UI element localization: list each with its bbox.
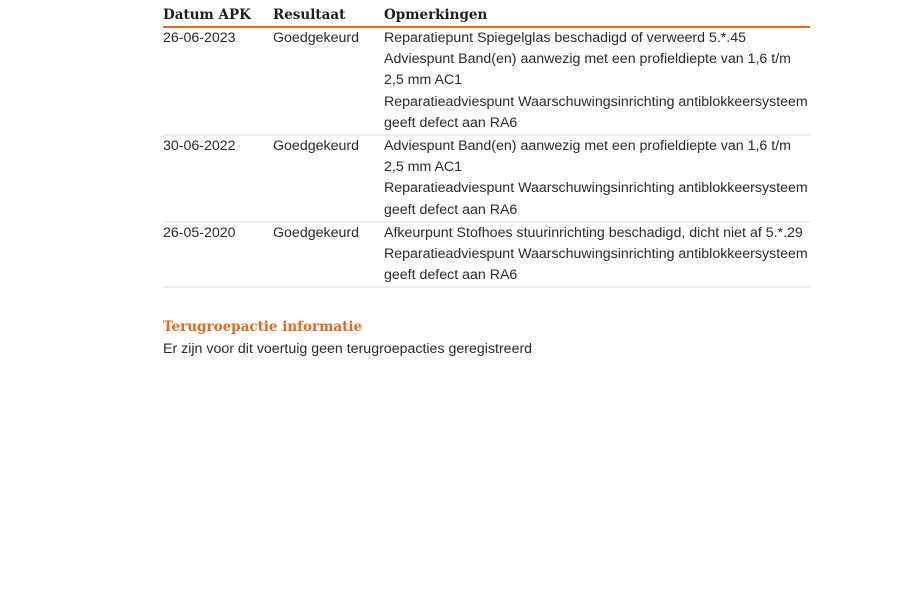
remark-line: geeft defect aan RA6 [384, 201, 518, 218]
remark-line: Reparatiepunt Spiegelglas beschadigd of verweerd 5.*.45 [384, 30, 747, 46]
cell-remarks [384, 27, 810, 135]
remark-line: Adviespunt Band(en) aanwezig met een profieldiepte van 1,6 t/m [384, 138, 791, 155]
cell-remarks [384, 222, 810, 288]
cell-result: Goedgekeurd [273, 222, 384, 288]
cell-date: 26-06-2023 [163, 27, 273, 135]
cell-result: Goedgekeurd [273, 135, 384, 222]
cell-date: 30-06-2022 [163, 135, 273, 222]
cut-off-section-title [163, 0, 363, 2]
table-row [163, 222, 810, 288]
cell-result: Goedgekeurd [273, 27, 384, 135]
remark-line: geeft defect aan RA6 [384, 114, 518, 131]
remark-line: Adviespunt Band(en) aanwezig met een profieldiepte van 1,6 t/m [384, 51, 791, 68]
table-row [163, 27, 810, 135]
table-header-row [163, 4, 810, 27]
table-body [163, 27, 810, 287]
recall-section-text: Er zijn voor dit voertuig geen terugroepacties geregistreerd [163, 341, 533, 357]
table-row [163, 135, 810, 222]
remark-line: Reparatieadviespunt Waarschuwingsinrichting antiblokkeersysteem [384, 180, 808, 197]
header-remarks: Opmerkingen [384, 4, 810, 27]
apk-history-table [163, 4, 810, 288]
remark-line: geeft defect aan RA6 [384, 267, 518, 284]
remark-line: Reparatieadviespunt Waarschuwingsinrichting antiblokkeersysteem [384, 246, 808, 263]
cell-remarks [384, 135, 810, 222]
cell-date: 26-05-2020 [163, 222, 273, 288]
header-result: Resultaat [273, 4, 384, 27]
header-date: Datum APK [163, 4, 273, 27]
remark-line: Reparatieadviespunt Waarschuwingsinrichting antiblokkeersysteem [384, 93, 808, 110]
remark-line: 2,5 mm AC1 [384, 159, 463, 176]
recall-section-title: Terugroepactie informatie [163, 319, 363, 335]
remark-line: Afkeurpunt Stofhoes stuurinrichting beschadigd, dicht niet af 5.*.29 [384, 224, 803, 241]
remark-line: 2,5 mm AC1 [384, 72, 463, 89]
